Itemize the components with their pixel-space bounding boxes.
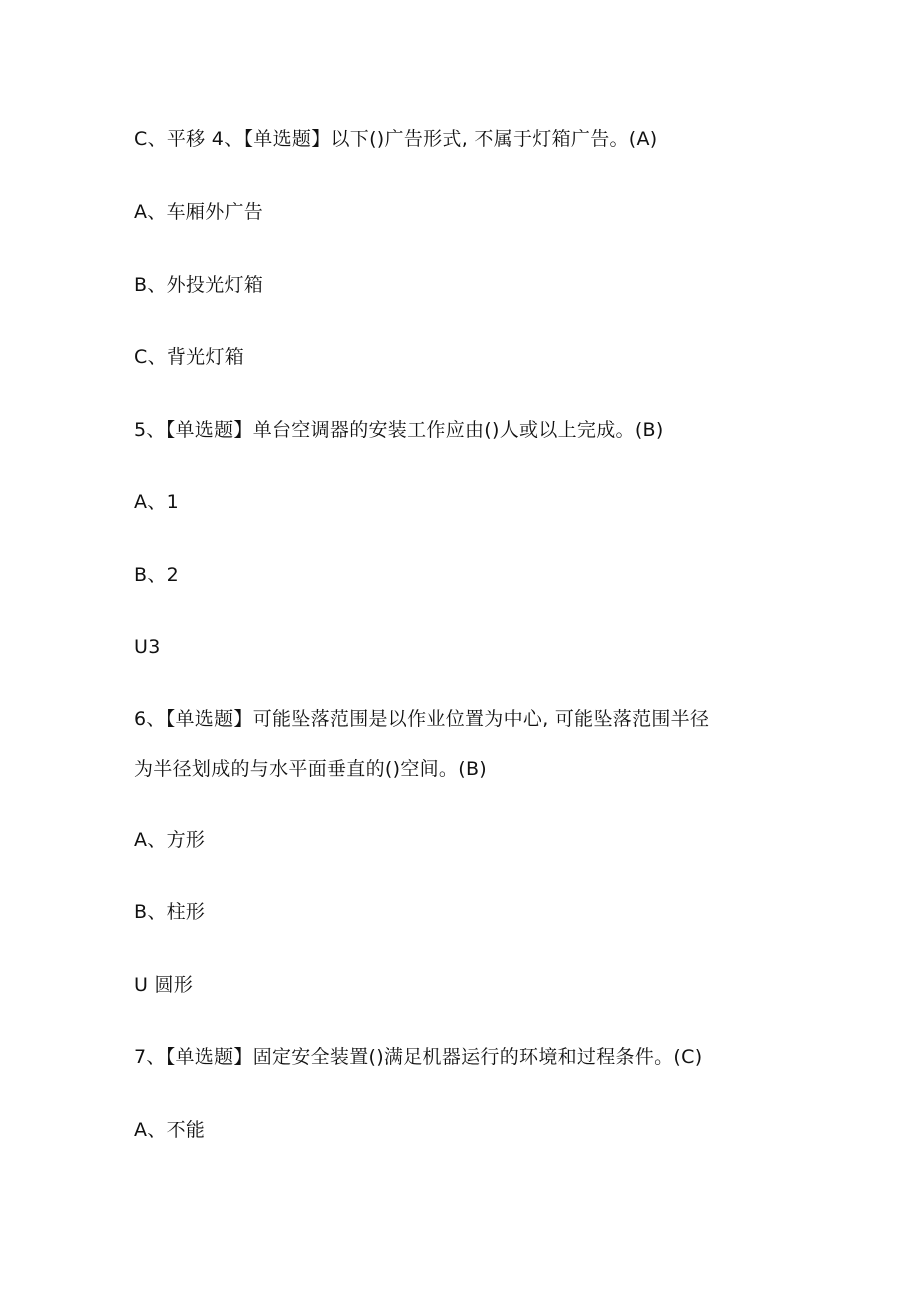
text-line-q6-option-b: B、柱形 [134,901,206,923]
text-line-q5-stem: 5、【单选题】单台空调器的安装工作应由()人或以上完成。(B) [134,419,664,441]
text-line-q4-option-b: B、外投光灯箱 [134,274,264,296]
text-line-q4-option-c: C、背光灯箱 [134,346,245,368]
text-line-q4-option-a: A、车厢外广告 [134,201,264,223]
text-line-q7-stem: 7、【单选题】固定安全装置()满足机器运行的环境和过程条件。(C) [134,1046,703,1068]
text-line-q6-option-a: A、方形 [134,829,206,851]
text-line-q7-option-a: A、不能 [134,1119,206,1141]
text-line-q6-stem-part1: 6、【单选题】可能坠落范围是以作业位置为中心, 可能坠落范围半径 [134,708,710,730]
text-line-q5-option-b: B、2 [134,564,180,586]
text-line-q4-prev-option-c-and-q4-stem: C、平移 4、【单选题】以下()广告形式, 不属于灯箱广告。(A) [134,128,658,150]
text-line-q5-option-a: A、1 [134,491,179,513]
text-line-q6-stem-part2: 为半径划成的与水平面垂直的()空间。(B) [134,758,487,780]
text-line-q6-option-c: U 圆形 [134,974,194,996]
text-line-q5-option-c: U3 [134,636,161,658]
